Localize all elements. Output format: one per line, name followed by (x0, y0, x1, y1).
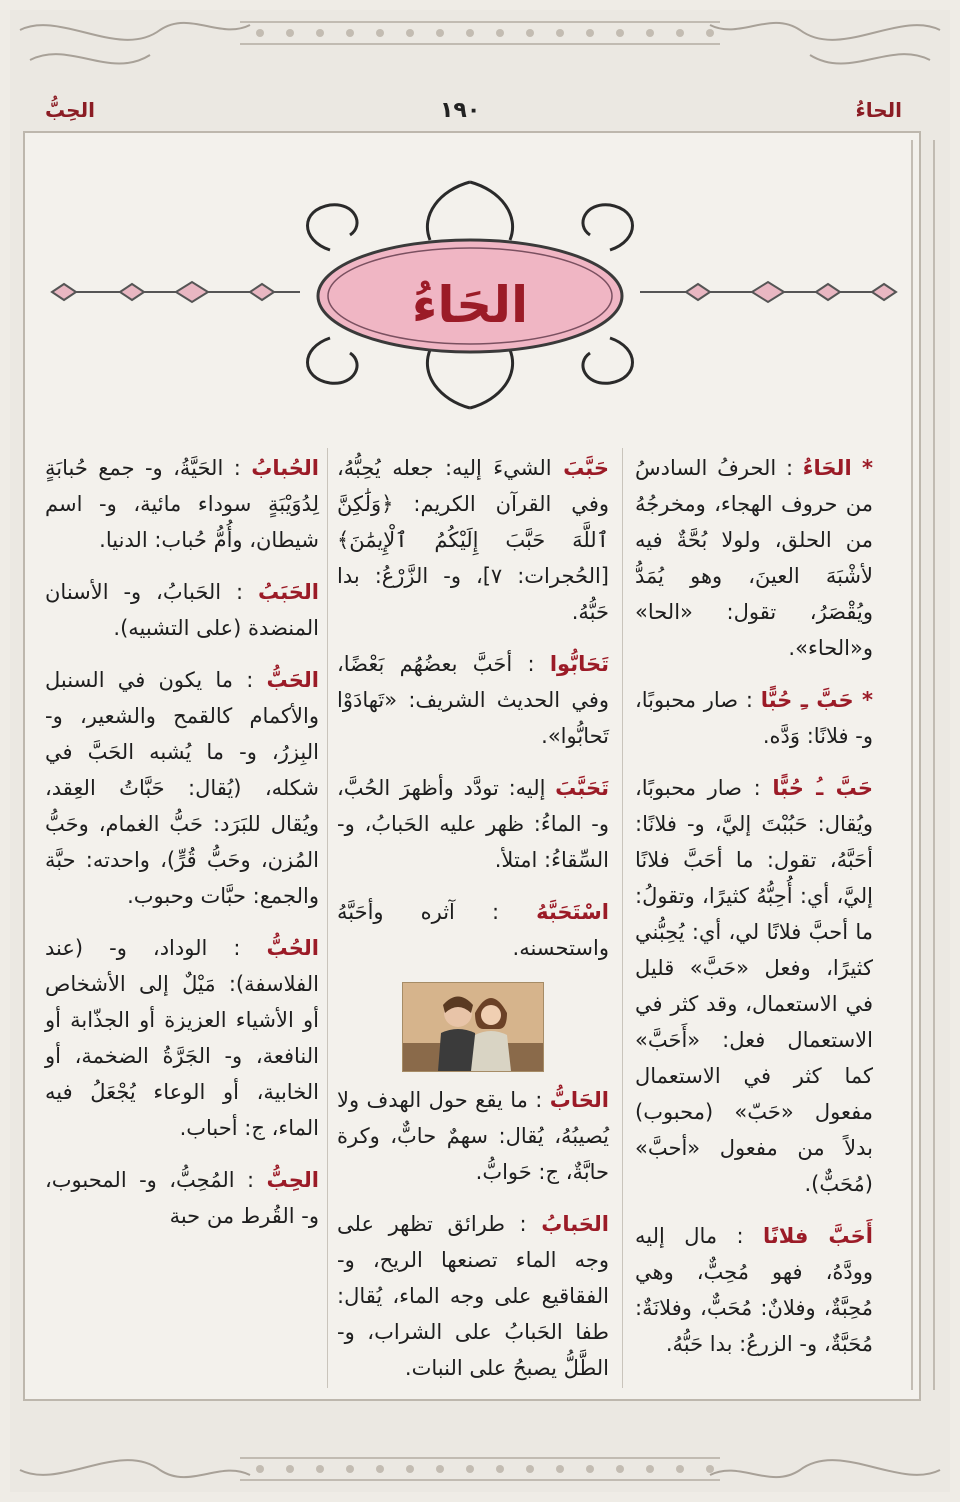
definition: : صار محبوبًا، ويُقال: حَبُبْتَ إليَّ، و- فلانًا: أحَبَّهُ، تقول: ما أحَبَّ فلانًا إليَّ، أي: أُحِبُّهُ كثيرًا، وتقولُ: ما أحبَّ فلانًا لي، أي: يُحِبُّني كثيرًا، وفعل «حَبَّ» قليل في الاستعمال، وقد كثر في الاستعمال فعل: «أَحَبَّ» كما كثر في الاستعمال مفعول «حَبّ» (محبوب) بدلاً من مفعول «أحبَّ» (مُحَبٌّ). (635, 776, 873, 1196)
column-left (45, 450, 319, 1250)
entry (337, 450, 609, 630)
couple-illustration (402, 982, 544, 1072)
chapter-title: الحَاءُ (411, 276, 529, 334)
running-header-right: الحاءُ (855, 98, 902, 122)
headword: * الحَاءُ (802, 456, 873, 480)
headword: الحَبابُ (541, 1212, 609, 1236)
definition: : الحَيَّةُ، و- جمع حُبابَةٍ لِدُوَيْبَةٍ سوداء مائية، و- اسم شيطان، وأُمُّ حُباب: الدنيا. (45, 456, 319, 552)
headword: حَبَّ ـُ حُبًّا (772, 776, 873, 800)
definition: : الوداد، و- (عند الفلاسفة): مَيْلٌ إلى الأشخاص أو الأشياء العزيزة أو الجذّابة أو النافعة، و- الجَرَّةُ الضخمة، أو الخابية، أو الوعاء يُجْعَلُ فيه الماء، ج: أحباب. (45, 936, 319, 1140)
headword: اسْتَحَبَّهُ (536, 900, 609, 924)
entry (337, 894, 609, 966)
headword: حَبَّبَ (563, 456, 609, 480)
headword: الحِبُّ (266, 1168, 319, 1192)
entry (337, 770, 609, 878)
entry (45, 574, 319, 646)
definition: : ما يكون في السنبل والأكمام كالقمح والشعير، و- البِزرُ، و- ما يُشبه الحَبَّ في شكله، (يُقال: حَبَّاتُ العِقد، ويُقال للبَرَد: حَبُّ الغمام، وحَبُّ المُزن، وحَبُّ قُرٍّ)، واحدته: حبَّة والجمع: حبَّات وحبوب. (45, 668, 319, 908)
definition: : طرائق تظهر على وجه الماء تصنعها الريح، و- الفقاقيع على وجه الماء، يُقال: طفا الحَبابُ على الشراب، و- الطَّلُّ يصبحُ على النبات. (337, 1212, 609, 1380)
headword: الحَابُّ (549, 1088, 609, 1112)
definition: : الحَبابُ، و- الأسنان المنضدة (على التشبيه). (45, 580, 319, 640)
definition: إليه: تودَّد وأظهرَ الحُبَّ، و- الماءُ: ظهر عليه الحَبابُ، و- السِّقاءُ: امتلأ. (337, 776, 609, 872)
definition: : ما يقع حول الهدف ولا يُصيبُهُ، يُقال: سهمٌ حابٌّ، وكرة حابَّةٌ، ج: حَوابُّ. (337, 1088, 609, 1184)
entry (635, 450, 873, 666)
column-divider (622, 448, 623, 1388)
entry (337, 1082, 609, 1190)
headword: الحُبُّ (266, 936, 319, 960)
entry (635, 1218, 873, 1362)
running-header-left: الحِبُّ (45, 98, 95, 122)
definition: : مال إليه وودَّهُ، فهو مُحِبٌّ، وهي مُحِبَّةٌ، وفلانٌ: مُحَبٌّ، وفلانَةٌ: مُحَبَّةٌ، و- الزرعُ: بدا حَبُّهُ. (635, 1224, 873, 1356)
definition: : أحَبَّ بعضُهُم بَعْضًا، وفي الحديث الشريف: «تَهادَوْا تَحابُّوا». (337, 652, 609, 748)
headword: الحُبابُ (251, 456, 319, 480)
entry (337, 646, 609, 754)
headword: تَحَبَّبَ (555, 776, 609, 800)
entry (45, 450, 319, 558)
entry (337, 1206, 609, 1386)
headword: الحَبَبُ (257, 580, 319, 604)
definition: : صار محبوبًا، و- فلانًا: وَدَّه. (635, 688, 873, 748)
headword: أَحَبَّ فلانًا (762, 1224, 873, 1248)
entry (45, 1162, 319, 1234)
entry (635, 770, 873, 1202)
entry (635, 682, 873, 754)
headword: * حَبَّ ـِ حُبًّا (760, 688, 873, 712)
definition: : الحرفُ السادسُ من حروف الهجاء، ومخرجُهُ من الحلق، ولولا بُحَّةٌ فيه لأشْبَهَ العينَ، وهو يُمَدُّ ويُقْصَرُ، تقول: «الحا» و«الحاء». (635, 456, 873, 660)
definition: الشيءَ إليه: جعله يُحِبُّهُ، وفي القرآن الكريم: ﴿وَلَٰكِنَّ ٱللَّهَ حَبَّبَ إِلَيْكُمُ ٱلْإِيمَٰنَ﴾ [الحُجرات: ٧]، و- الزَّرْعُ: بدا حَبُّهُ. (337, 456, 609, 624)
definition: : المُحِبُّ، و- المحبوب، و- القُرط من حبة (45, 1168, 319, 1228)
definition: : آثره وأحَبَّهُ واستحسنه. (337, 900, 609, 960)
column-middle (337, 450, 609, 1402)
headword: الحَبُّ (266, 668, 319, 692)
column-right (635, 450, 873, 1378)
column-divider (327, 448, 328, 1388)
entry (45, 662, 319, 914)
page-number: ١٩٠ (440, 98, 481, 123)
headword: تَحَابُّوا (549, 652, 609, 676)
entry (45, 930, 319, 1146)
